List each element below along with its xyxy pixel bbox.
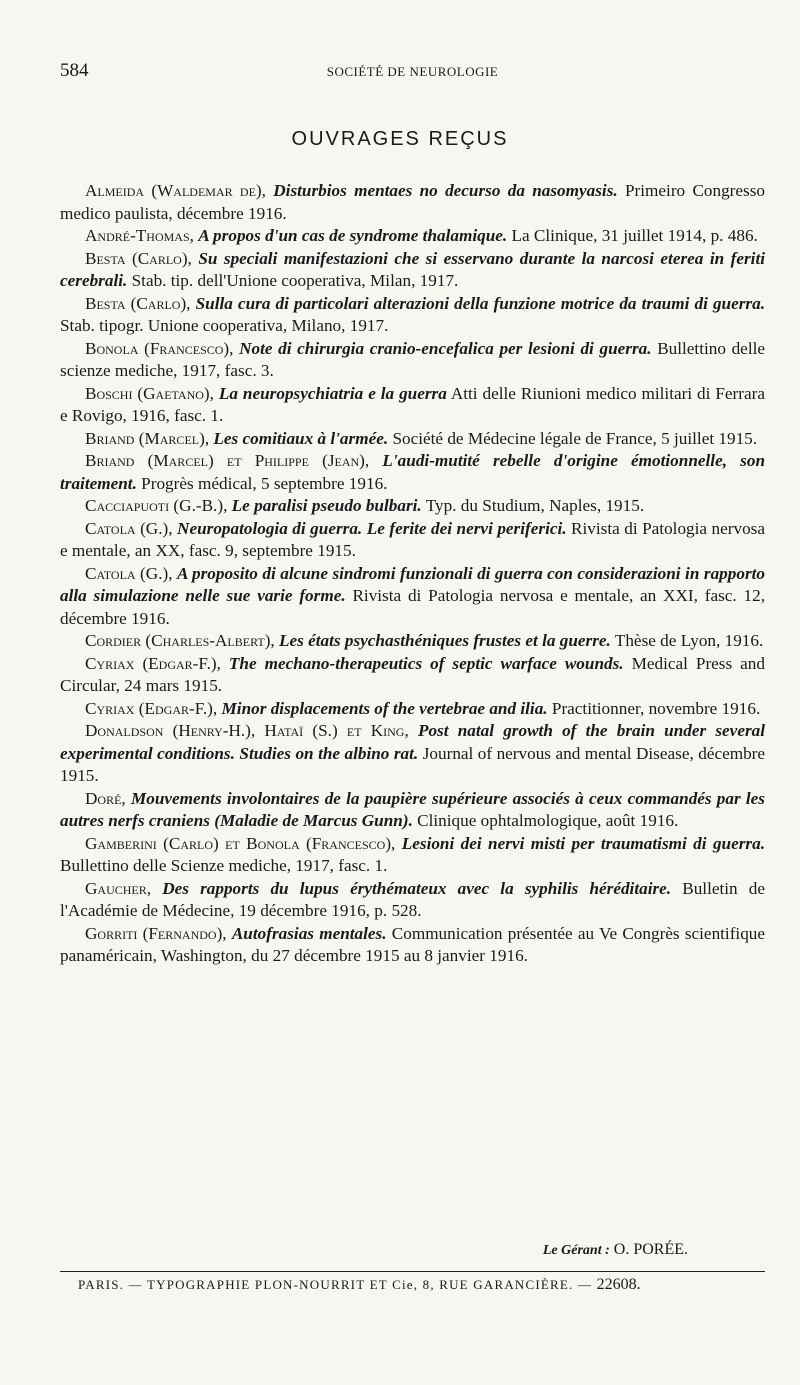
bibliography-entry <box>60 788 765 833</box>
bibliography-entry <box>60 450 765 495</box>
entry-publication: Communication présentée au Ve Congrès scientifique panaméricain, Washington, du 27 décembre 1915 au 8 janvier 1916. <box>60 923 766 965</box>
entry-title: La neuropsychiatria e la guerra <box>218 383 447 403</box>
bibliography-entry <box>60 630 765 653</box>
entry-title: Sulla cura di particolari alterazioni della funzione motrice da traumi di guerra. <box>195 293 765 313</box>
entry-author: Cyriax (Edgar-F.), <box>85 698 218 718</box>
entry-publication: Practitionner, novembre 1916. <box>551 698 761 718</box>
entry-author: Besta (Carlo), <box>85 248 192 268</box>
bibliography-entry <box>60 428 765 451</box>
entry-publication: Thèse de Lyon, 1916. <box>614 631 764 650</box>
gerant-line <box>60 1241 688 1259</box>
bibliography-entry <box>60 563 765 631</box>
bibliography-entry <box>60 518 765 563</box>
entry-author: Cyriax (Edgar-F.), <box>85 653 221 673</box>
imprint-number: 22608. <box>596 1276 641 1293</box>
bibliography-entry <box>60 495 765 518</box>
entry-publication: Journal of nervous and mental Disease, décembre 1915. <box>60 743 766 785</box>
entry-publication: Bulletin de l'Académie de Médecine, 19 décembre 1916, p. 528. <box>60 878 766 920</box>
entry-author: Gamberini (Carlo) et Bonola (Francesco), <box>85 833 396 853</box>
bibliography-entry <box>60 833 765 878</box>
bibliography-entry <box>60 338 765 383</box>
footer-rule <box>60 1271 765 1272</box>
entry-author: Boschi (Gaetano), <box>85 383 214 403</box>
entry-list <box>60 180 765 968</box>
gerant-name: O. PORÉE. <box>613 1241 688 1258</box>
entry-title: Le paralisi pseudo bulbari. <box>231 496 422 515</box>
entry-author: Gorriti (Fernando), <box>85 923 227 943</box>
bibliography-entry <box>60 720 765 788</box>
entry-author: Bonola (Francesco), <box>85 338 234 358</box>
bibliography-entry <box>60 698 765 721</box>
entry-publication: Clinique ophtalmologique, août 1916. <box>417 811 679 830</box>
entry-author: Cacciapuoti (G.-B.), <box>85 496 228 515</box>
entry-author: Cordier (Charles-Albert), <box>85 631 275 650</box>
entry-publication: Société de Médecine légale de France, 5 juillet 1915. <box>392 428 758 448</box>
entry-title: Disturbios mentaes no decurso da nasomyasis. <box>273 181 618 200</box>
entry-title: Les comitiaux à l'armée. <box>213 428 389 448</box>
entry-title: Autofrasias mentales. <box>231 923 387 943</box>
entry-publication: Bullettino delle scienze mediche, 1917, fasc. 3. <box>60 338 765 380</box>
entry-author: Catola (G.), <box>85 563 173 583</box>
bibliography-entry <box>60 180 765 225</box>
entry-author: André-Thomas, <box>85 226 194 245</box>
entry-title: Post natal growth of the brain under several experimental conditions. Studies on the albino rat. <box>60 721 766 763</box>
running-title: SOCIÉTÉ DE NEUROLOGIE <box>326 64 499 79</box>
bibliography-entry <box>60 293 765 338</box>
entry-author: Briand (Marcel), <box>85 428 210 448</box>
entry-title: Neuropatologia di guerra. Le ferite dei nervi periferici. <box>177 518 567 538</box>
entry-publication: Progrès médical, 5 septembre 1916. <box>141 473 388 493</box>
entry-title: Mouvements involontaires de la paupière supérieure associés à ceux commandés par les autres nerfs craniens (Maladie de Marcus Gunn). <box>60 788 765 830</box>
entry-title: The mechano-therapeutics of septic warface wounds. <box>228 653 624 673</box>
entry-publication: Stab. tipogr. Unione cooperativa, Milano, 1917. <box>60 316 389 335</box>
bibliography-entry <box>60 653 765 698</box>
entry-author: Catola (G.), <box>85 518 173 538</box>
entry-title: Su speciali manifestazioni che si esservano durante la narcosi eterea in feriti cerebrali. <box>60 248 765 290</box>
entry-publication: Atti delle Riunioni medico militari di Ferrara e Rovigo, 1916, fasc. 1. <box>60 383 765 425</box>
entry-title: A propos d'un cas de syndrome thalamique. <box>198 226 508 245</box>
bibliography-entry <box>60 923 765 968</box>
entry-publication: Rivista di Patologia nervosa e mentale, an XX, fasc. 9, septembre 1915. <box>60 518 765 560</box>
imprint-text: PARIS. — TYPOGRAPHIE PLON-NOURRIT ET Cie, 8, RUE GARANCIÈRE. — <box>78 1277 593 1292</box>
bibliography-entry <box>60 248 765 293</box>
page-number: 584 <box>60 60 89 81</box>
gerant-label: Le Gérant : <box>542 1243 610 1258</box>
entry-author: Donaldson (Henry-H.), Hataï (S.) et King, <box>85 721 409 740</box>
entry-author: Briand (Marcel) et Philippe (Jean), <box>85 451 370 470</box>
bibliography-entry <box>60 878 765 923</box>
bibliography-entry <box>60 225 765 248</box>
entry-publication: Medical Press and Circular, 24 mars 1915. <box>60 653 765 695</box>
bibliography-entry <box>60 383 765 428</box>
entry-title: A proposito di alcune sindromi funzionali di guerra con considerazioni in rapporto alla simulazione nelle sue varie forme. <box>60 563 765 605</box>
entry-author: Almeida (Waldemar de), <box>85 181 266 200</box>
entry-author: Doré, <box>85 788 126 808</box>
entry-publication: Bullettino delle Scienze mediche, 1917, fasc. 1. <box>60 856 388 875</box>
entry-publication: Primeiro Congresso medico paulista, décembre 1916. <box>60 181 766 223</box>
entry-publication: La Clinique, 31 juillet 1914, p. 486. <box>511 226 758 245</box>
entry-title: Note di chirurgia cranio-encefalica per lesioni di guerra. <box>239 338 652 358</box>
entry-author: Besta (Carlo), <box>85 293 191 313</box>
entry-title: L'audi-mutité rebelle d'origine émotionnelle, son traitement. <box>60 451 766 493</box>
entry-title: Minor displacements of the vertebrae and ilia. <box>221 698 548 718</box>
entry-publication: Rivista di Patologia nervosa e mentale, an XXI, fasc. 12, décembre 1916. <box>60 586 765 628</box>
entry-publication: Stab. tip. dell'Unione cooperativa, Milan, 1917. <box>131 271 459 290</box>
page-header <box>60 60 765 84</box>
section-title: OUVRAGES REÇUS <box>291 128 509 150</box>
entry-title: Les états psychasthéniques frustes et la guerre. <box>279 631 611 650</box>
entry-title: Lesioni dei nervi misti per traumatismi di guerra. <box>401 833 765 853</box>
entry-author: Gaucher, <box>85 878 152 898</box>
entry-publication: Typ. du Studium, Naples, 1915. <box>425 496 645 515</box>
imprint-line <box>78 1276 738 1294</box>
entry-title: Des rapports du lupus érythémateux avec la syphilis héréditaire. <box>162 878 672 898</box>
